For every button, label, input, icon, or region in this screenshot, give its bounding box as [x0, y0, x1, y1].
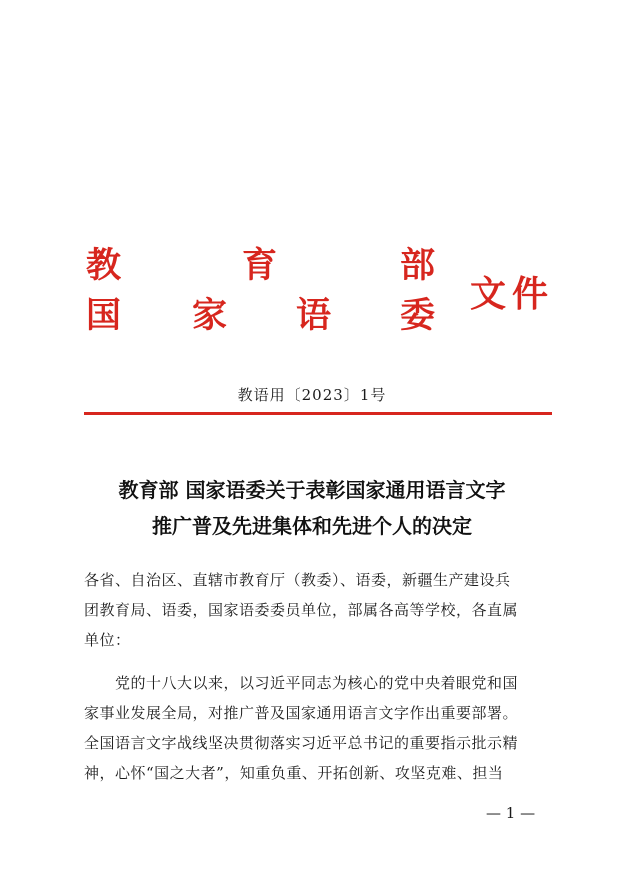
addressee-line: 团教育局、语委，国家语委委员单位，部属各高等学校，各直属	[84, 601, 519, 619]
document-number: 教语用〔2023〕1号	[237, 386, 387, 404]
document-title-line-1: 教育部 国家语委关于表彰国家通用语言文字	[118, 478, 506, 502]
body-line: 神，心怀“国之大者”，知重负重、开拓创新、攻坚克难、担当	[84, 764, 504, 782]
addressee-line: 各省、自治区、直辖市教育厅（教委）、语委，新疆生产建设兵	[84, 571, 511, 589]
header-ministry-2-char-1: 国	[86, 295, 122, 336]
header-ministry-2-char-3: 语	[296, 295, 332, 336]
header-separator-line	[84, 412, 552, 415]
header-ministry-2-char-2: 家	[192, 295, 228, 336]
document-title-line-2: 推广普及先进集体和先进个人的决定	[152, 514, 472, 538]
body-paragraph	[84, 668, 554, 788]
body-line: 全国语言文字战线坚决贯彻落实习近平总书记的重要指示批示精	[84, 734, 519, 752]
header-file-label: 文件	[470, 273, 555, 315]
header-ministry-1-char-3: 部	[400, 245, 436, 286]
addressee-line: 单位：	[84, 631, 131, 649]
header-ministry-2-char-4: 委	[400, 295, 436, 336]
page-number: — 1 —	[486, 804, 536, 822]
addressee-block	[84, 565, 554, 655]
body-line: 党的十八大以来，以习近平同志为核心的党中央着眼党和国	[84, 674, 519, 692]
header-ministry-1-char-2: 育	[242, 245, 278, 286]
header-ministry-1-char-1: 教	[86, 245, 122, 286]
body-line: 家事业发展全局，对推广普及国家通用语言文字作出重要部署。	[84, 704, 519, 722]
